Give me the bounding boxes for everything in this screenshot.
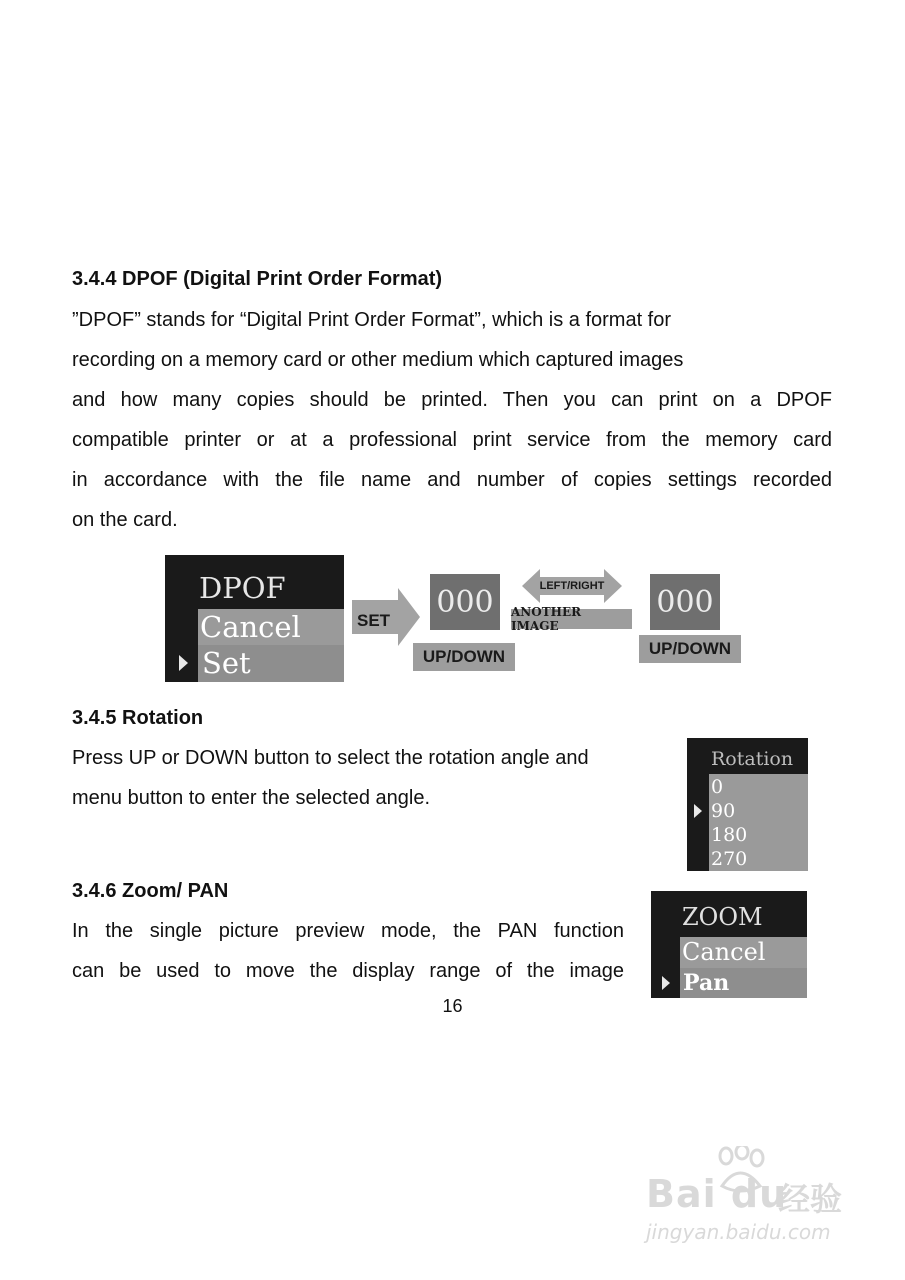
zoom-menu-screen (651, 891, 807, 998)
copy-count-box-left: 000 (430, 574, 500, 630)
paragraph-line: Press UP or DOWN button to select the rotation angle and (72, 747, 589, 769)
rotation-options-list (711, 775, 747, 871)
cursor-arrow-icon (694, 804, 702, 818)
section-heading-zoom: 3.4.6 Zoom/ PAN (72, 880, 229, 902)
cursor-arrow-icon (179, 655, 188, 671)
cursor-arrow-icon (662, 976, 670, 990)
paragraph-line: menu button to enter the selected angle. (72, 787, 431, 809)
rotation-option-180: 180 (711, 824, 748, 846)
menu-option-cancel: Cancel (198, 609, 344, 645)
paragraph-line: compatible printer or at a professional print service from the memory card (72, 429, 832, 451)
dpof-paragraph (72, 300, 832, 540)
paragraph-line: on the card. (72, 509, 178, 531)
rotation-option-0: 0 (711, 776, 724, 798)
copy-count-box-right: 000 (650, 574, 720, 630)
left-right-label: LEFT/RIGHT (539, 580, 605, 592)
menu-option-pan: Pan (680, 968, 807, 998)
menu-option-cancel: Cancel (680, 937, 807, 968)
rotation-option-90: 90 (711, 800, 736, 822)
paragraph-line: In the single picture preview mode, the PAN function (72, 920, 624, 942)
zoom-menu-title: ZOOM (682, 903, 763, 931)
section-heading-rotation: 3.4.5 Rotation (72, 707, 204, 729)
rotation-paragraph (72, 738, 672, 818)
rotation-menu-title: Rotation (711, 748, 794, 770)
paragraph-line: can be used to move the display range of the image (72, 960, 624, 982)
another-image-label: ANOTHER IMAGE (511, 609, 632, 629)
dpof-menu-title: DPOF (199, 571, 286, 605)
watermark-url: jingyan.baidu.com (646, 1220, 831, 1244)
dpof-menu-screen (165, 555, 344, 682)
rotation-option-270: 270 (711, 848, 748, 870)
paragraph-line: ”DPOF” stands for “Digital Print Order Format”, which is a format for (72, 309, 672, 331)
updown-label-right: UP/DOWN (639, 635, 741, 663)
menu-option-set: Set (198, 645, 344, 682)
paragraph-line: in accordance with the file name and number of copies settings recorded (72, 469, 832, 491)
watermark-brand: Bai du (646, 1172, 788, 1216)
paragraph-line: recording on a memory card or other medium which captured images (72, 349, 684, 371)
zoom-paragraph (72, 911, 624, 991)
watermark-cn: 经验 (778, 1180, 843, 1218)
rotation-menu-screen (687, 738, 808, 871)
set-arrow-label: SET (357, 611, 391, 630)
paragraph-line: and how many copies should be printed. Then you can print on a DPOF (72, 389, 832, 411)
page-number: 16 (442, 996, 463, 1016)
updown-label-left: UP/DOWN (413, 643, 515, 671)
section-heading-dpof: 3.4.4 DPOF (Digital Print Order Format) (72, 268, 443, 290)
